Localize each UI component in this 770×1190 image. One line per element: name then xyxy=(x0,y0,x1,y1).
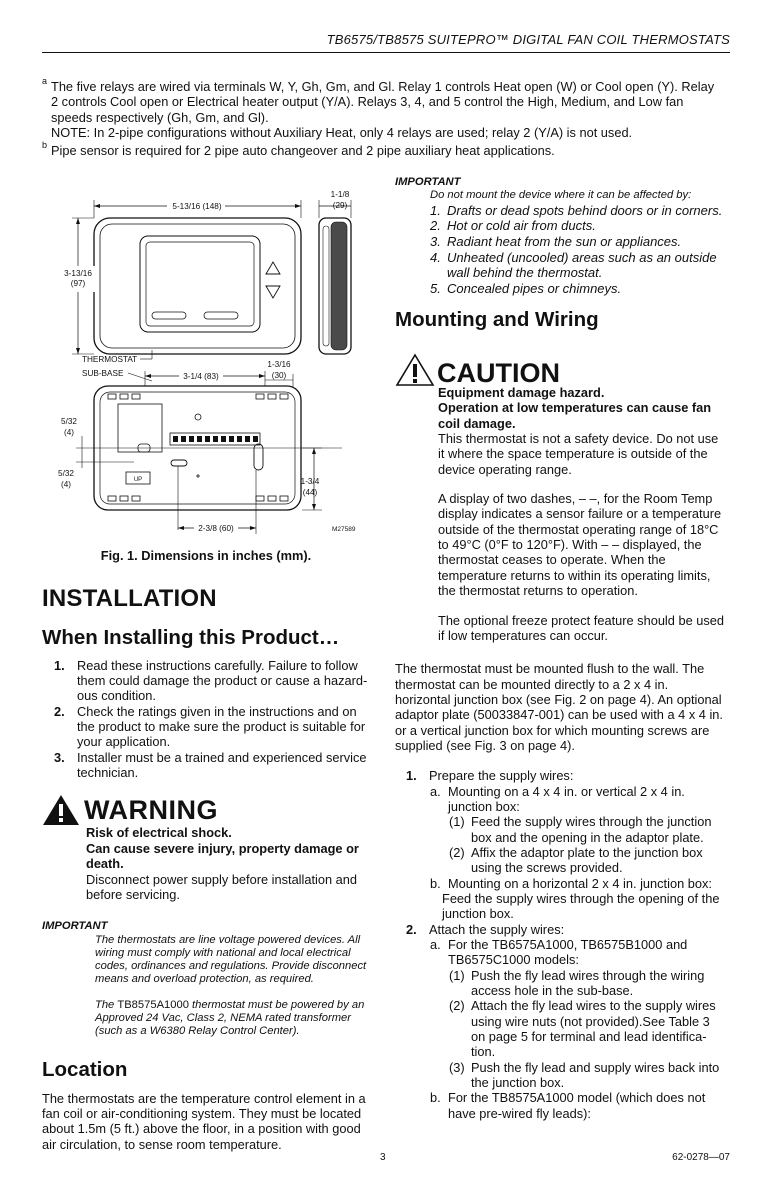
location-line: about 1.5m (5 ft.) above the floor, in a position with good xyxy=(42,1121,361,1137)
step-number: 2. xyxy=(54,703,65,719)
list-item: 2. Hot or cold air from ducts. xyxy=(430,218,596,234)
warning-bold-line: Can cause severe injury, property damage or xyxy=(86,840,359,856)
warning-line: Disconnect power supply before installation and xyxy=(86,871,358,887)
mounting-line: thermostat can be mounted directly to a 2 x 4 in. xyxy=(395,676,669,692)
caution-line: device operating range. xyxy=(438,461,572,477)
document-number: 62-0278—07 xyxy=(672,1152,730,1163)
mounting-line: horizontal junction box (see Fig. 2 on page 4). An optional xyxy=(395,691,722,707)
warning-line: before servicing. xyxy=(86,886,180,902)
list-item: 1. Drafts or dead spots behind doors or in corners. xyxy=(430,202,723,218)
caution-line: the thermostat returns to operation. xyxy=(438,583,638,599)
list-item: b. Mounting on a horizontal 2 x 4 in. junction box: Feed the supply wires through the opening of the junction box. xyxy=(430,875,720,922)
list-item: (2) Affix the adaptor plate to the junction box using the screws provided. xyxy=(449,844,703,876)
figure-model-code: M27589 xyxy=(332,526,356,533)
caution-line: The optional freeze protect feature should be used xyxy=(438,612,724,628)
mounting-restrictions-list xyxy=(430,203,730,297)
step-line: technician. xyxy=(77,765,139,781)
important-note-left xyxy=(42,920,370,1038)
dimension-drawing xyxy=(42,178,370,548)
important-line: codes, ordinances and regulations. Provide disconnect xyxy=(95,960,367,973)
mounting-line: supplied (see Fig. 3 on page 4). xyxy=(395,737,575,753)
important-model: TB8575A1000 xyxy=(117,998,189,1011)
important-label: IMPORTANT xyxy=(395,176,461,188)
mounting-line: adaptor plate (50033847-001) can be used with a 4 x 4 in. xyxy=(395,707,723,723)
dim-label-depth-mm: (29) xyxy=(332,201,348,210)
list-item: (1) Push the fly lead wires through the wiring access hole in the sub-base. xyxy=(449,967,705,999)
list-item: (2) Attach the fly lead wires to the supply wires using wire nuts (not provided).See Table 3 on page 5 for terminal and lead identifica- tion. xyxy=(449,998,716,1060)
list-item xyxy=(42,750,370,781)
dim-label-height: 3-13/16 xyxy=(64,269,92,278)
caution-title: CAUTION xyxy=(437,358,560,389)
footnote-a xyxy=(42,76,732,141)
list-item: a. For the TB6575A1000, TB6575B1000 and TB6575C1000 models: xyxy=(430,937,688,968)
subsection-title-location: Location xyxy=(42,1058,128,1082)
caution-bold-line: Operation at low temperatures can cause fan xyxy=(438,400,712,416)
location-line: The thermostats are the temperature control element in a xyxy=(42,1090,366,1106)
step-line: Read these instructions carefully. Failure to follow xyxy=(77,657,358,673)
footnote-a-mark: a xyxy=(42,76,48,86)
important-line: The thermostats are line voltage powered devices. All xyxy=(95,933,361,946)
installation-steps xyxy=(42,658,370,781)
dim-label-right-height-mm: (44) xyxy=(302,488,318,497)
step-line: the product to make sure the product is suitable for xyxy=(77,719,366,735)
warning-icon xyxy=(42,794,80,826)
thermostat-side-depth xyxy=(331,222,347,350)
dim-label-subbase-right-mm: (30) xyxy=(271,371,287,380)
dim-label-right-height: 1-3/4 xyxy=(300,477,320,486)
footnote-a-line: 2 controls Cool open or Electrical heater output (Y/A). Relays 3, 4, and 5 control the High, Medium, and Low fan xyxy=(51,94,684,110)
warning-box xyxy=(42,794,370,902)
dim-label-width: 5-13/16 (148) xyxy=(172,202,222,211)
list-item: (1) Feed the supply wires through the junction box and the opening in the adaptor plate. xyxy=(449,814,712,845)
dim-label-left1: 5/32 xyxy=(61,417,77,426)
important-line-prefix: The xyxy=(95,998,118,1011)
left-column xyxy=(42,178,370,1152)
subbase-terminals xyxy=(173,436,258,442)
list-item xyxy=(42,658,370,704)
mounting-line: or a vertical junction box for which mounting screws are xyxy=(395,722,710,738)
warning-bold-line: Risk of electrical shock. xyxy=(86,825,232,841)
label-thermostat: THERMOSTAT xyxy=(82,355,138,364)
dim-label-height-mm: (97) xyxy=(70,279,86,288)
footnote-b-text: Pipe sensor is required for 2 pipe auto changeover and 2 pipe auxiliary heat applications. xyxy=(51,143,555,159)
dim-label-subbase-right: 1-3/16 xyxy=(267,360,291,369)
dim-label-bottom: 2-3/8 (60) xyxy=(198,524,234,533)
label-subbase: SUB-BASE xyxy=(82,369,124,378)
footnote-a-line: NOTE: In 2-pipe configurations without Auxiliary Heat, only 4 relays are used; relay 2 (Y/A) is not used. xyxy=(51,125,633,141)
page-number: 3 xyxy=(380,1152,386,1163)
list-item: 2. Attach the supply wires: xyxy=(406,921,565,937)
right-column xyxy=(395,176,730,1121)
subsection-title-mounting: Mounting and Wiring xyxy=(395,308,599,332)
running-header: TB6575/TB8575 SUITEPRO™ DIGITAL FAN COIL THERMOSTATS xyxy=(326,32,730,47)
header-rule xyxy=(42,52,730,53)
caution-line: display indicates a sensor failure or a temperature xyxy=(438,506,722,522)
important-note-right xyxy=(395,176,730,296)
step-line: Installer must be a trained and experienced service xyxy=(77,749,367,765)
section-title-installation: INSTALLATION xyxy=(42,585,217,613)
caution-box xyxy=(395,353,730,643)
list-item: (3) Push the fly lead and supply wires back into the junction box. xyxy=(449,1059,720,1091)
mounting-text xyxy=(395,661,730,753)
list-item: b. For the TB8575A1000 model (which does not have pre-wired fly leads): xyxy=(430,1090,706,1121)
warning-title: WARNING xyxy=(84,794,218,825)
footnote-b-mark: b xyxy=(42,140,48,151)
dim-label-left1-mm: (4) xyxy=(63,428,75,437)
mounting-line: The thermostat must be mounted flush to the wall. The xyxy=(395,661,705,677)
warning-bold-line: death. xyxy=(86,856,124,872)
footnote-a-line: speeds respectively (Gh, Gm, and Gl). xyxy=(51,109,269,125)
list-item: 1. Prepare the supply wires: xyxy=(406,768,574,784)
caution-line: if low temperatures can occur. xyxy=(438,627,608,643)
up-marker-label: UP xyxy=(133,477,143,483)
step-number: 1. xyxy=(54,657,65,673)
dim-label-left2-mm: (4) xyxy=(60,480,72,489)
caution-bold-line: Equipment damage hazard. xyxy=(438,385,605,401)
caution-line: outside of the thermostat operating range of 18°C xyxy=(438,521,719,537)
caution-icon xyxy=(395,353,435,387)
caution-line: temperature returns to within its operating limits, xyxy=(438,567,711,583)
important-line: means and overload protection, as required. xyxy=(95,973,314,986)
list-item xyxy=(42,704,370,750)
location-line: fan coil or air-conditioning system. They must be located xyxy=(42,1106,362,1122)
location-text xyxy=(42,1091,370,1152)
important-label: IMPORTANT xyxy=(42,920,108,933)
subsection-title-when-installing: When Installing this Product… xyxy=(42,626,340,650)
list-item: 5. Concealed pipes or chimneys. xyxy=(430,280,622,296)
step-line: your application. xyxy=(77,734,171,750)
important-line-suffix: thermostat must be powered by an xyxy=(188,998,365,1011)
location-line: air circulation, to sense room temperature. xyxy=(42,1136,282,1152)
dim-label-depth: 1-1/8 xyxy=(330,190,350,199)
table-footnotes xyxy=(42,76,732,159)
caution-bold-line: coil damage. xyxy=(438,415,516,431)
list-item: a. Mounting on a 4 x 4 in. or vertical 2 x 4 in. junction box: xyxy=(430,783,685,814)
footnote-a-line: The five relays are wired via terminals W, Y, Gh, Gm, and Gl. Relay 1 controls Heat open (W) or Cool open (Y). Relay xyxy=(51,79,715,94)
dim-label-left2: 5/32 xyxy=(58,469,74,478)
important-line: Approved 24 Vac, Class 2, NEMA rated transformer xyxy=(95,1011,351,1024)
important-line: wiring must comply with national and local electrical xyxy=(95,946,351,959)
list-item: 4. Unheated (uncooled) areas such as an outside wall behind the thermostat. xyxy=(430,249,717,281)
step-line: ous condition. xyxy=(77,688,156,704)
caution-line: it where the space temperature is outside of the xyxy=(438,446,708,462)
figure-caption: Fig. 1. Dimensions in inches (mm). xyxy=(100,548,312,563)
step-line: Check the ratings given in the instructions and on xyxy=(77,703,357,719)
caution-line: A display of two dashes, – –, for the Room Temp xyxy=(438,491,713,507)
dim-label-subbase-width: 3-1/4 (83) xyxy=(183,372,219,381)
footnote-b xyxy=(42,140,732,159)
step-line: them could damage the product or cause a hazard- xyxy=(77,673,368,689)
caution-line: to 49°C (0°F to 120°F). With – – displayed, the xyxy=(438,537,702,553)
caution-line: This thermostat is not a safety device. Do not use xyxy=(438,431,719,447)
important-intro: Do not mount the device where it can be affected by: xyxy=(430,189,692,202)
caution-line: thermostat ceases to operate. When the xyxy=(438,552,666,568)
dimension-figure xyxy=(42,178,370,548)
important-line: (such as a W6380 Relay Control Center). xyxy=(95,1024,300,1037)
list-item: 3. Radiant heat from the sun or appliances. xyxy=(430,234,682,250)
wiring-procedure xyxy=(395,768,730,1121)
step-number: 3. xyxy=(54,749,65,765)
